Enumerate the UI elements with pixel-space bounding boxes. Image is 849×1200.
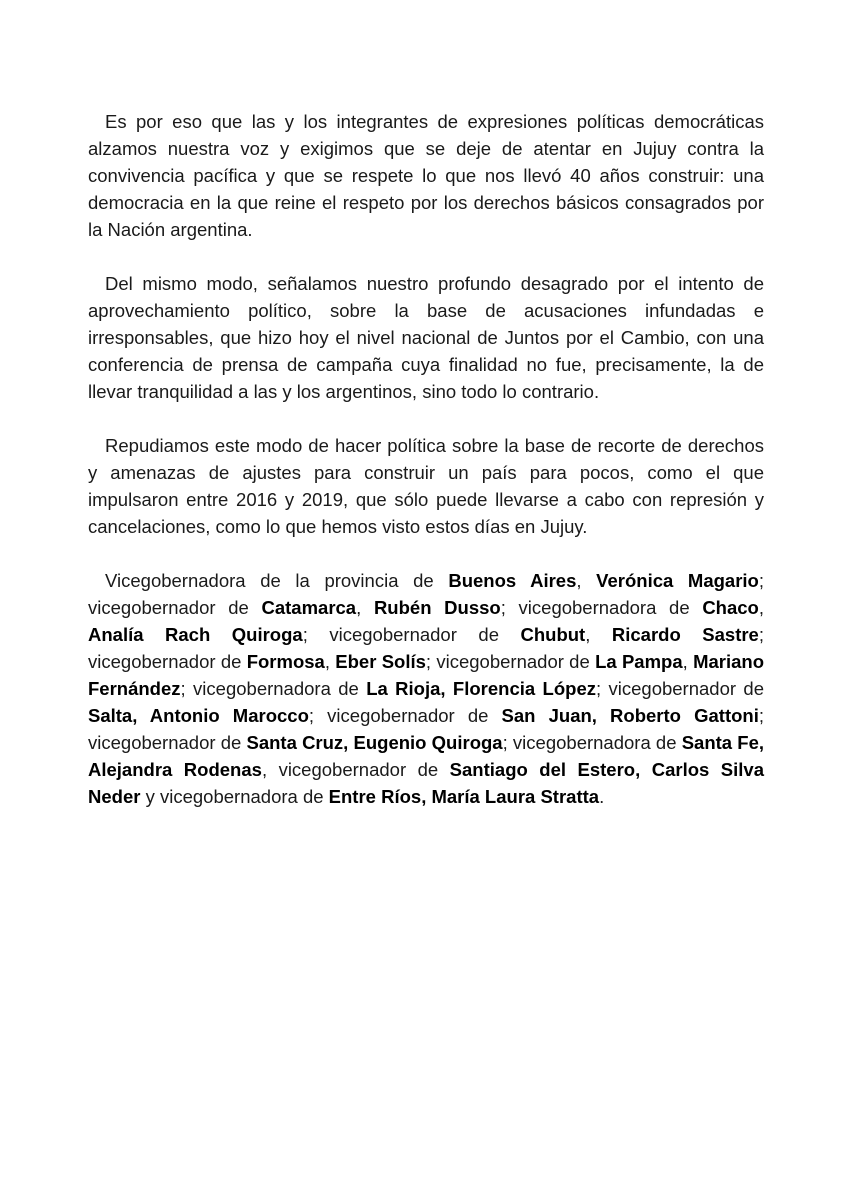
text-segment: , <box>356 597 374 618</box>
text-segment: ; vicegobernador de <box>425 651 596 672</box>
paragraph-political-criticism <box>88 270 764 405</box>
bold-text-segment: Salta, Antonio Marocco <box>88 705 309 726</box>
bold-text-segment: Entre Ríos, María Laura Stratta <box>328 786 600 807</box>
bold-text-segment: La Pampa <box>595 651 683 672</box>
bold-text-segment: Ricardo Sastre <box>611 624 759 645</box>
text-segment: Vicegobernadora de la provincia de <box>105 570 449 591</box>
bold-text-segment: Santa Cruz, Eugenio Quiroga <box>246 732 503 753</box>
bold-text-segment: Verónica Magario <box>596 570 759 591</box>
text-segment: ; vicegobernador de <box>88 624 764 672</box>
bold-text-segment: Catamarca <box>261 597 357 618</box>
text-segment: , <box>585 624 612 645</box>
text-segment: , <box>758 597 764 618</box>
text-segment: , <box>324 651 336 672</box>
text-segment: Del mismo modo, señalamos nuestro profundo desagrado por el intento de aprovechamiento político, sobre la base de acusaciones infundadas e irresponsables, que hizo hoy el nivel nacional de Juntos por el Cambio, con una conferencia de prensa de campaña cuya finalidad no fue, precisamente, la de llevar tranquilidad a las y los argentinos, sino todo lo contrario. <box>88 273 764 402</box>
text-segment: Es por eso que las y los integrantes de expresiones políticas democráticas alzamos nuestra voz y exigimos que se deje de atentar en Jujuy contra la convivencia pacífica y que se respete lo que nos llevó 40 años construir: una democracia en la que reine el respeto por los derechos básicos consagrados por la Nación argentina. <box>88 111 764 240</box>
text-segment: ; vicegobernador de <box>308 705 502 726</box>
text-segment: ; vicegobernador de <box>88 570 764 618</box>
text-segment: , <box>576 570 597 591</box>
text-segment: ; vicegobernador de <box>595 678 764 699</box>
paragraph-signatories <box>88 567 764 810</box>
text-segment: . <box>599 786 605 807</box>
text-segment: ; vicegobernadora de <box>180 678 367 699</box>
text-segment: ; vicegobernador de <box>302 624 521 645</box>
bold-text-segment: Santa Fe, Alejandra Rodenas <box>88 732 764 780</box>
text-segment: ; vicegobernador de <box>88 705 764 753</box>
bold-text-segment: Eber Solís <box>335 651 426 672</box>
bold-text-segment: Chubut <box>520 624 586 645</box>
text-segment: Repudiamos este modo de hacer política sobre la base de recorte de derechos y amenazas de ajustes para construir un país para pocos, como el que impulsaron entre 2016 y 2019, que sólo puede llevarse a cabo con represión y cancelaciones, como lo que hemos visto estos días en Jujuy. <box>88 435 764 537</box>
bold-text-segment: Formosa <box>246 651 325 672</box>
bold-text-segment: Mariano Fernández <box>88 651 764 699</box>
text-segment: ; vicegobernadora de <box>500 597 703 618</box>
bold-text-segment: Analía Rach Quiroga <box>88 624 303 645</box>
paragraph-jujuy-statement <box>88 108 764 243</box>
bold-text-segment: San Juan, Roberto Gattoni <box>501 705 759 726</box>
text-segment: , <box>682 651 694 672</box>
bold-text-segment: La Rioja, Florencia López <box>366 678 596 699</box>
bold-text-segment: Buenos Aires <box>448 570 577 591</box>
text-segment: ; vicegobernadora de <box>502 732 682 753</box>
text-segment: , vicegobernador de <box>261 759 450 780</box>
text-segment: y vicegobernadora de <box>140 786 329 807</box>
bold-text-segment: Rubén Dusso <box>373 597 501 618</box>
paragraph-repudiation <box>88 432 764 540</box>
bold-text-segment: Chaco <box>702 597 759 618</box>
bold-text-segment: Santiago del Estero, Carlos Silva Neder <box>88 759 764 807</box>
